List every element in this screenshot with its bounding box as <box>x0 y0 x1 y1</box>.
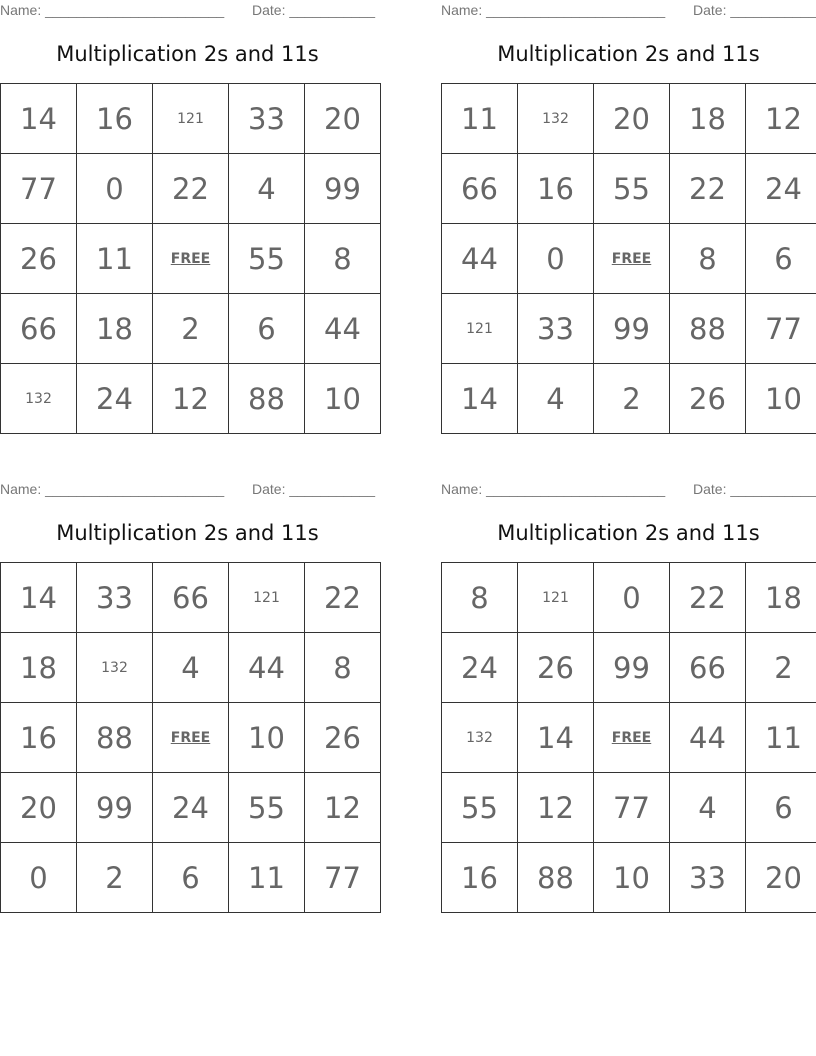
bingo-cell: 2 <box>594 364 670 434</box>
bingo-row <box>1 773 381 843</box>
bingo-row <box>1 84 381 154</box>
bingo-cell: 2 <box>77 843 153 913</box>
bingo-row <box>1 633 381 703</box>
name-field-label: Name: _______________________ <box>441 481 666 497</box>
bingo-cell: 0 <box>518 224 594 294</box>
bingo-row <box>1 843 381 913</box>
date-field-label: Date: ___________ <box>693 2 816 18</box>
bingo-grid <box>441 83 816 434</box>
bingo-cell: 10 <box>746 364 816 434</box>
bingo-cell: 88 <box>670 294 746 364</box>
bingo-row <box>1 154 381 224</box>
bingo-cell: 14 <box>442 364 518 434</box>
bingo-cell: 24 <box>442 633 518 703</box>
bingo-cell: 121 <box>153 84 229 154</box>
free-space: FREE <box>153 224 229 294</box>
bingo-cell: 24 <box>746 154 816 224</box>
bingo-cell: 77 <box>746 294 816 364</box>
bingo-cell: 77 <box>305 843 381 913</box>
bingo-cell: 88 <box>518 843 594 913</box>
bingo-cell: 6 <box>153 843 229 913</box>
bingo-cell: 66 <box>1 294 77 364</box>
bingo-cell: 55 <box>442 773 518 843</box>
bingo-cell: 11 <box>77 224 153 294</box>
bingo-cell: 99 <box>594 294 670 364</box>
bingo-cell: 2 <box>153 294 229 364</box>
bingo-cell: 24 <box>77 364 153 434</box>
bingo-cell: 18 <box>77 294 153 364</box>
card-header <box>441 479 816 499</box>
bingo-cell: 2 <box>746 633 816 703</box>
free-space: FREE <box>153 703 229 773</box>
bingo-cell: 12 <box>518 773 594 843</box>
bingo-cell: 20 <box>305 84 381 154</box>
card-title: Multiplication 2s and 11s <box>56 42 319 66</box>
bingo-cell: 4 <box>518 364 594 434</box>
name-field-label: Name: _______________________ <box>0 2 225 18</box>
bingo-cell: 44 <box>442 224 518 294</box>
bingo-cell: 14 <box>1 563 77 633</box>
free-space: FREE <box>594 703 670 773</box>
bingo-cell: 12 <box>153 364 229 434</box>
bingo-cell: 10 <box>305 364 381 434</box>
bingo-card <box>441 479 816 914</box>
bingo-cell: 22 <box>305 563 381 633</box>
card-header <box>441 0 816 20</box>
card-title: Multiplication 2s and 11s <box>497 521 760 545</box>
date-field-label: Date: ___________ <box>252 481 375 497</box>
bingo-row <box>442 154 816 224</box>
bingo-card <box>0 0 375 435</box>
bingo-cell: 14 <box>1 84 77 154</box>
bingo-cell: 16 <box>1 703 77 773</box>
bingo-cell: 132 <box>77 633 153 703</box>
free-space: FREE <box>594 224 670 294</box>
bingo-cell: 132 <box>442 703 518 773</box>
bingo-card <box>441 0 816 435</box>
card-header <box>0 0 375 20</box>
bingo-grid <box>0 562 381 913</box>
bingo-cell: 0 <box>594 563 670 633</box>
bingo-cell: 26 <box>305 703 381 773</box>
bingo-cell: 22 <box>670 563 746 633</box>
bingo-cell: 12 <box>746 84 816 154</box>
bingo-cell: 121 <box>442 294 518 364</box>
bingo-cell: 0 <box>77 154 153 224</box>
bingo-cell: 22 <box>670 154 746 224</box>
bingo-row <box>442 633 816 703</box>
bingo-cell: 10 <box>229 703 305 773</box>
bingo-cell: 121 <box>229 563 305 633</box>
bingo-cell: 20 <box>594 84 670 154</box>
bingo-cell: 11 <box>229 843 305 913</box>
bingo-row <box>442 224 816 294</box>
bingo-cell: 66 <box>153 563 229 633</box>
bingo-cell: 0 <box>1 843 77 913</box>
bingo-cell: 4 <box>153 633 229 703</box>
bingo-row <box>1 224 381 294</box>
bingo-cell: 66 <box>670 633 746 703</box>
bingo-cell: 66 <box>442 154 518 224</box>
bingo-row <box>442 703 816 773</box>
date-field-label: Date: ___________ <box>252 2 375 18</box>
bingo-grid <box>0 83 381 434</box>
bingo-cell: 99 <box>77 773 153 843</box>
bingo-cell: 4 <box>229 154 305 224</box>
date-field-label: Date: ___________ <box>693 481 816 497</box>
bingo-cell: 16 <box>442 843 518 913</box>
card-header <box>0 479 375 499</box>
bingo-cell: 33 <box>518 294 594 364</box>
bingo-row <box>1 294 381 364</box>
bingo-row <box>1 563 381 633</box>
bingo-cell: 55 <box>229 224 305 294</box>
bingo-cell: 22 <box>153 154 229 224</box>
bingo-row <box>442 773 816 843</box>
bingo-cell: 8 <box>305 224 381 294</box>
bingo-cell: 18 <box>670 84 746 154</box>
bingo-cell: 26 <box>1 224 77 294</box>
bingo-row <box>442 84 816 154</box>
bingo-row <box>1 364 381 434</box>
bingo-cell: 16 <box>77 84 153 154</box>
bingo-cell: 20 <box>1 773 77 843</box>
bingo-row <box>442 563 816 633</box>
bingo-cell: 8 <box>442 563 518 633</box>
bingo-cell: 44 <box>305 294 381 364</box>
bingo-cell: 99 <box>594 633 670 703</box>
bingo-cell: 11 <box>442 84 518 154</box>
bingo-cell: 18 <box>746 563 816 633</box>
bingo-row <box>442 294 816 364</box>
bingo-grid <box>441 562 816 913</box>
bingo-cell: 16 <box>518 154 594 224</box>
bingo-cell: 33 <box>229 84 305 154</box>
bingo-cell: 99 <box>305 154 381 224</box>
name-field-label: Name: _______________________ <box>441 2 666 18</box>
bingo-cell: 26 <box>518 633 594 703</box>
bingo-cell: 11 <box>746 703 816 773</box>
bingo-cell: 10 <box>594 843 670 913</box>
bingo-cell: 4 <box>670 773 746 843</box>
bingo-cell: 132 <box>518 84 594 154</box>
bingo-cell: 26 <box>670 364 746 434</box>
bingo-cell: 14 <box>518 703 594 773</box>
card-title: Multiplication 2s and 11s <box>497 42 760 66</box>
bingo-cell: 6 <box>746 773 816 843</box>
bingo-cell: 6 <box>229 294 305 364</box>
bingo-cell: 77 <box>594 773 670 843</box>
bingo-cell: 33 <box>77 563 153 633</box>
bingo-cell: 8 <box>670 224 746 294</box>
bingo-cell: 12 <box>305 773 381 843</box>
bingo-cell: 88 <box>77 703 153 773</box>
bingo-cell: 20 <box>746 843 816 913</box>
bingo-cell: 55 <box>594 154 670 224</box>
bingo-cell: 88 <box>229 364 305 434</box>
bingo-row <box>442 843 816 913</box>
bingo-cell: 44 <box>229 633 305 703</box>
bingo-cell: 121 <box>518 563 594 633</box>
bingo-cell: 6 <box>746 224 816 294</box>
bingo-card <box>0 479 375 914</box>
card-title: Multiplication 2s and 11s <box>56 521 319 545</box>
bingo-cell: 55 <box>229 773 305 843</box>
bingo-cell: 132 <box>1 364 77 434</box>
bingo-cell: 77 <box>1 154 77 224</box>
bingo-row <box>442 364 816 434</box>
bingo-cell: 18 <box>1 633 77 703</box>
bingo-row <box>1 703 381 773</box>
bingo-cell: 44 <box>670 703 746 773</box>
bingo-cell: 8 <box>305 633 381 703</box>
bingo-cell: 24 <box>153 773 229 843</box>
name-field-label: Name: _______________________ <box>0 481 225 497</box>
bingo-cell: 33 <box>670 843 746 913</box>
